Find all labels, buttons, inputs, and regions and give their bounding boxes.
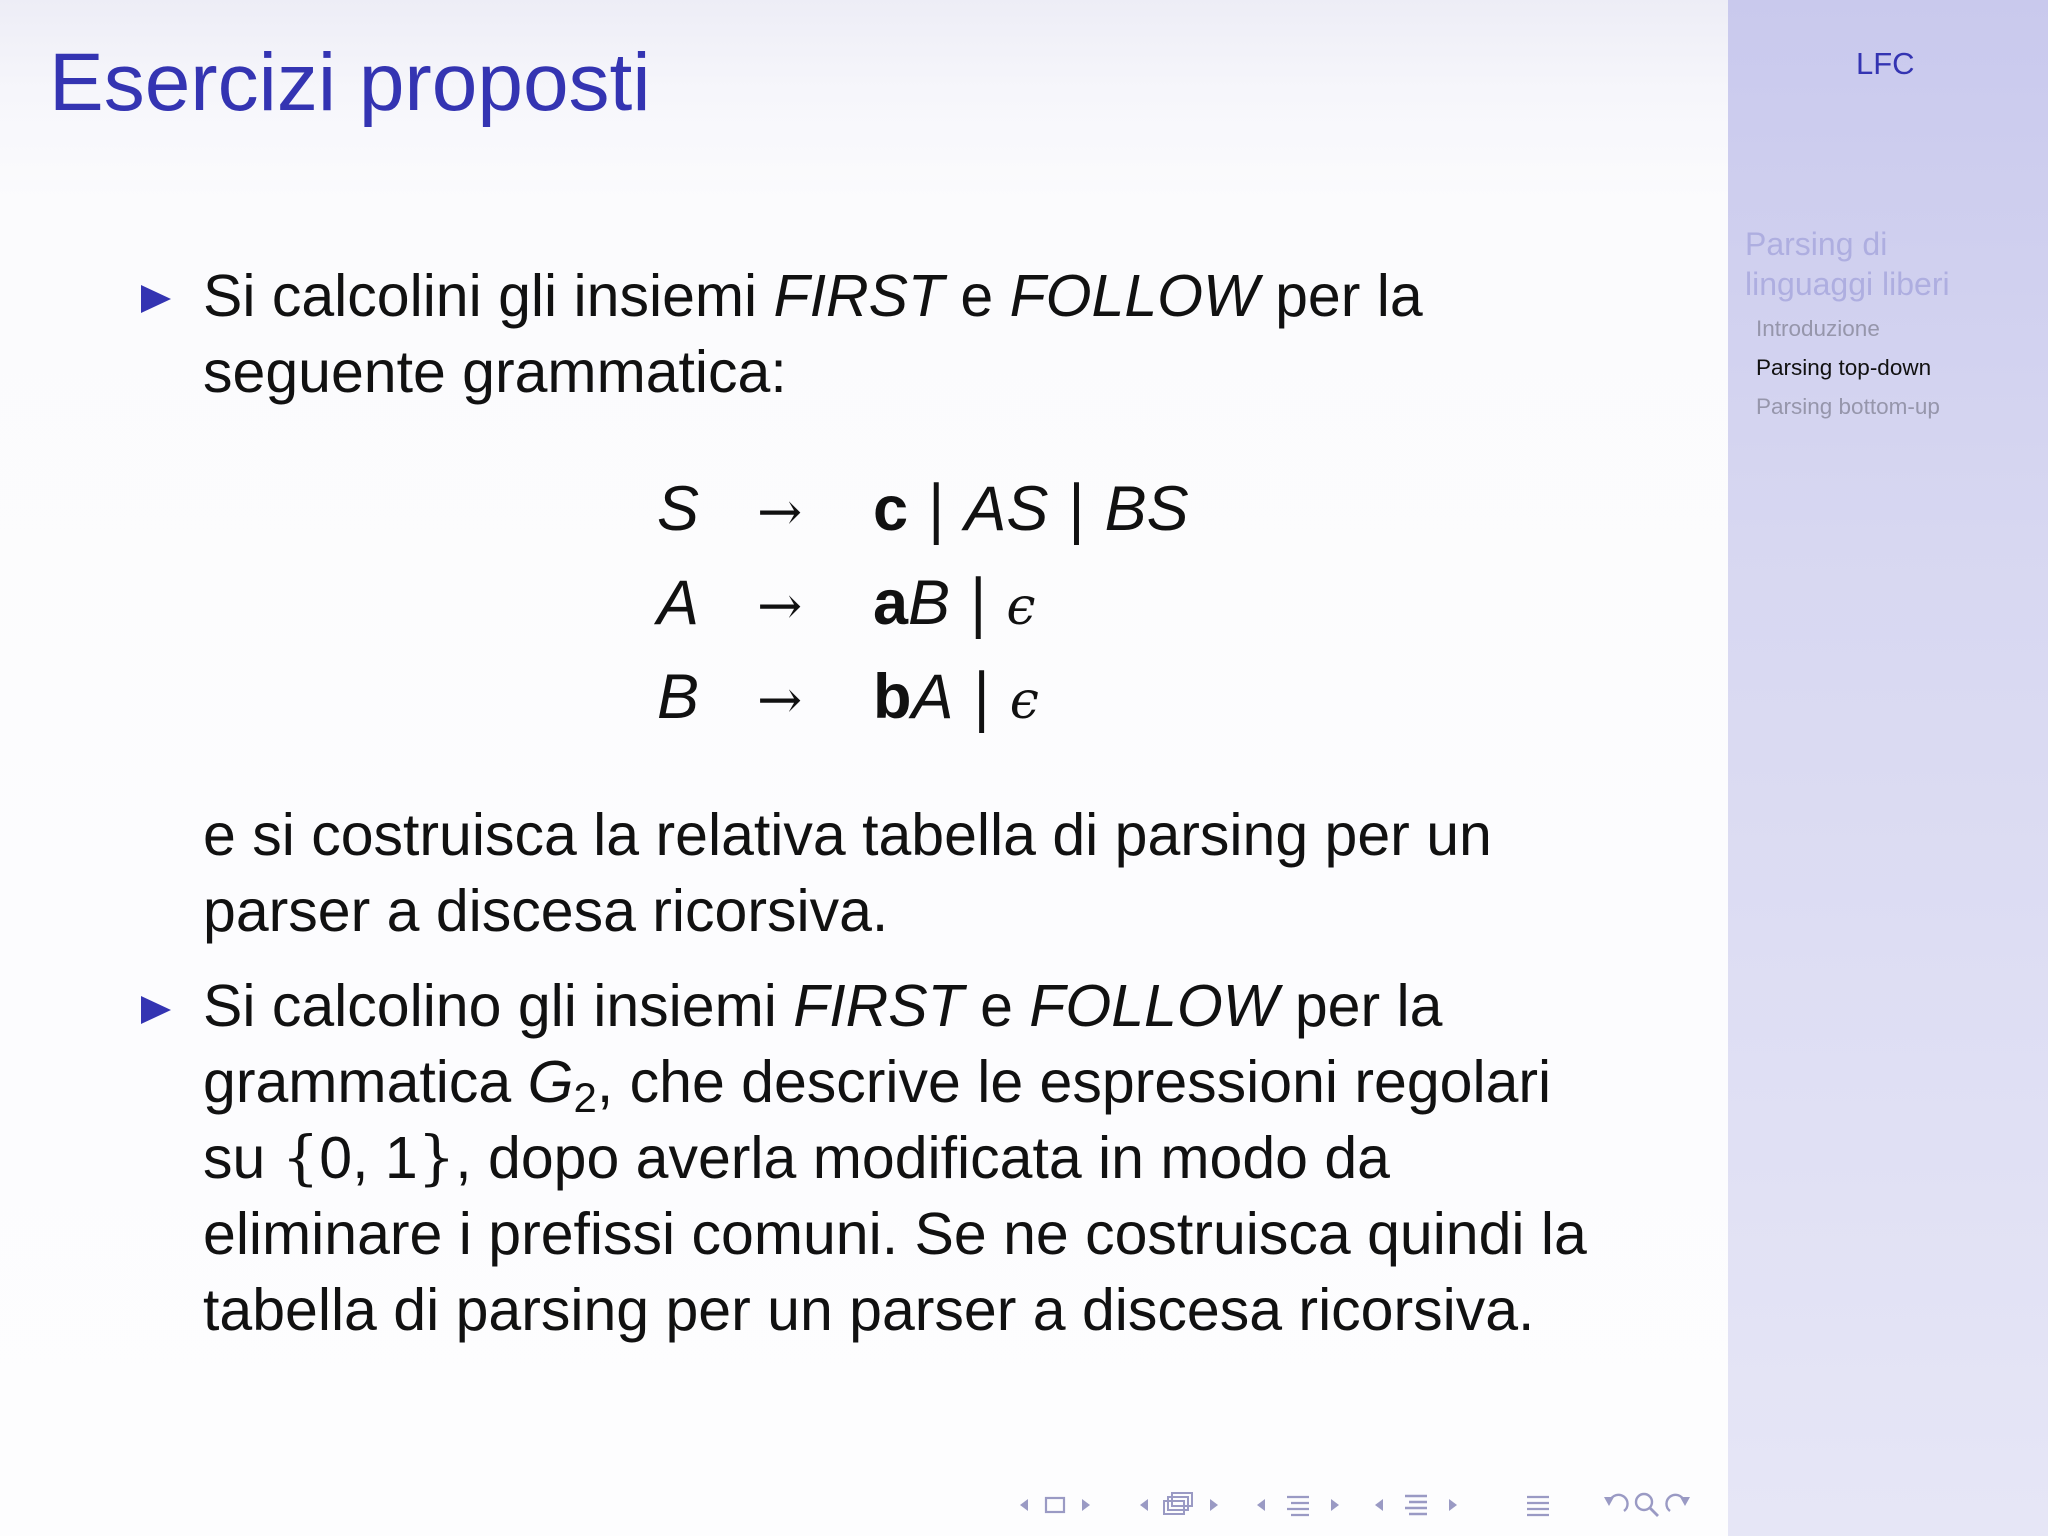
nav-back-search-forward[interactable] [1600, 1487, 1694, 1523]
rule1-alt2: AS [964, 474, 1049, 544]
nav-toc[interactable] [1524, 1487, 1552, 1523]
rule1-alt3: BS [1104, 474, 1189, 544]
exercise1-first: FIRST [773, 263, 944, 329]
frame-nav-icon[interactable] [1134, 1487, 1226, 1523]
rule1-bar1: | [925, 472, 947, 545]
search-icon[interactable] [1632, 1487, 1662, 1523]
rule1-bar2: | [1065, 472, 1088, 545]
exercise2-text-a: Si calcolino gli insiemi [203, 973, 794, 1039]
triangle-right-icon [139, 282, 173, 316]
rule3-nonterminal: A [911, 662, 954, 732]
set-right-brace: } [417, 1123, 456, 1192]
grammar-rule2-arrow [757, 568, 802, 641]
rule1-terminal: c [873, 474, 909, 544]
rule3-epsilon: ϵ [1009, 671, 1039, 731]
exercise2-follow: FOLLOW [1029, 973, 1279, 1039]
rule3-terminal: b [873, 662, 912, 732]
course-label[interactable]: LFC [1856, 46, 1915, 81]
rule2-bar: | [967, 566, 989, 639]
grammar-rule2-lhs [657, 568, 699, 638]
rule2-lhs: A [657, 568, 700, 638]
exercise1-line1 [203, 258, 1423, 334]
grammar-rule2-rhs [873, 568, 1035, 642]
exercise2-l3-a: su [203, 1125, 282, 1191]
exercise2-text-c: per la [1278, 973, 1443, 1039]
rule2-arrow: → [757, 574, 803, 637]
exercise1-line2: seguente grammatica: [203, 339, 787, 405]
rule3-arrow: → [757, 668, 803, 731]
slide-nav-icon[interactable] [1014, 1487, 1098, 1523]
section-label-line2: linguaggi liberi [1745, 266, 1950, 302]
exercise2-line4: eliminare i prefissi comuni. Se ne costruisca quindi la [203, 1201, 1587, 1267]
exercise1-text-a: Si calcolini gli insiemi [203, 263, 774, 329]
nav-subsection-group[interactable] [1251, 1487, 1347, 1523]
section-nav-icon[interactable] [1369, 1487, 1465, 1523]
grammar-symbol-g: G [527, 1049, 574, 1115]
exercise2-first: FIRST [793, 973, 964, 1039]
grammar-rule3-rhs [873, 662, 1039, 736]
rule2-epsilon: ϵ [1006, 577, 1036, 637]
rule2-terminal: a [873, 568, 909, 638]
exercise2-l2-a: grammatica [203, 1049, 528, 1115]
grammar-rule3-lhs [657, 662, 699, 732]
nav-frame-group[interactable] [1134, 1487, 1226, 1523]
rule1-arrow: → [757, 480, 803, 543]
exercise1-after-line1: e si costruisca la relativa tabella di parsing per un [203, 802, 1492, 868]
grammar-rule3-arrow [757, 662, 802, 735]
exercise2-line1 [203, 968, 1442, 1044]
triangle-right-icon [139, 993, 173, 1027]
exercise1-follow: FOLLOW [1009, 263, 1259, 329]
back-icon[interactable] [1600, 1487, 1632, 1523]
grammar-rule1-lhs [657, 474, 699, 544]
nav-slide-group[interactable] [1014, 1487, 1098, 1523]
sidebar-item-introduzione[interactable]: Introduzione [1756, 316, 1880, 341]
exercise2-l2-b: , che descrive le espressioni regolari [596, 1049, 1552, 1115]
exercise2-l3-b: , dopo averla modificata in modo da [455, 1125, 1390, 1191]
rule2-nonterminal: B [908, 568, 951, 638]
exercise1-after-line2: parser a discesa ricorsiva. [203, 878, 889, 944]
exercise2-text-b: e [963, 973, 1030, 1039]
nav-section-group[interactable] [1369, 1487, 1465, 1523]
section-label-line1: Parsing di [1745, 226, 1888, 262]
slide-title: Esercizi proposti [49, 37, 651, 128]
exercise1-text-c: per la [1258, 263, 1423, 329]
grammar-rule1-rhs [873, 474, 1189, 544]
rule3-lhs: B [657, 662, 700, 732]
set-elements: 0, 1 [319, 1125, 418, 1191]
toc-icon[interactable] [1524, 1487, 1552, 1523]
sidebar-item-parsing-bottom-up[interactable]: Parsing bottom-up [1756, 394, 1940, 419]
sidebar-section-parsing[interactable] [1745, 224, 1950, 304]
subsection-nav-icon[interactable] [1251, 1487, 1347, 1523]
grammar-rule1-arrow [757, 474, 802, 547]
forward-icon[interactable] [1662, 1487, 1694, 1523]
grammar-subscript: 2 [573, 1074, 597, 1121]
exercise1-text-b: e [943, 263, 1010, 329]
exercise2-line3 [203, 1120, 1390, 1196]
rule1-lhs: S [657, 474, 700, 544]
sidebar-item-parsing-top-down[interactable]: Parsing top-down [1756, 355, 1932, 380]
set-left-brace: { [281, 1123, 320, 1192]
exercise2-line5: tabella di parsing per un parser a discesa ricorsiva. [203, 1277, 1535, 1343]
rule3-bar: | [971, 660, 993, 733]
